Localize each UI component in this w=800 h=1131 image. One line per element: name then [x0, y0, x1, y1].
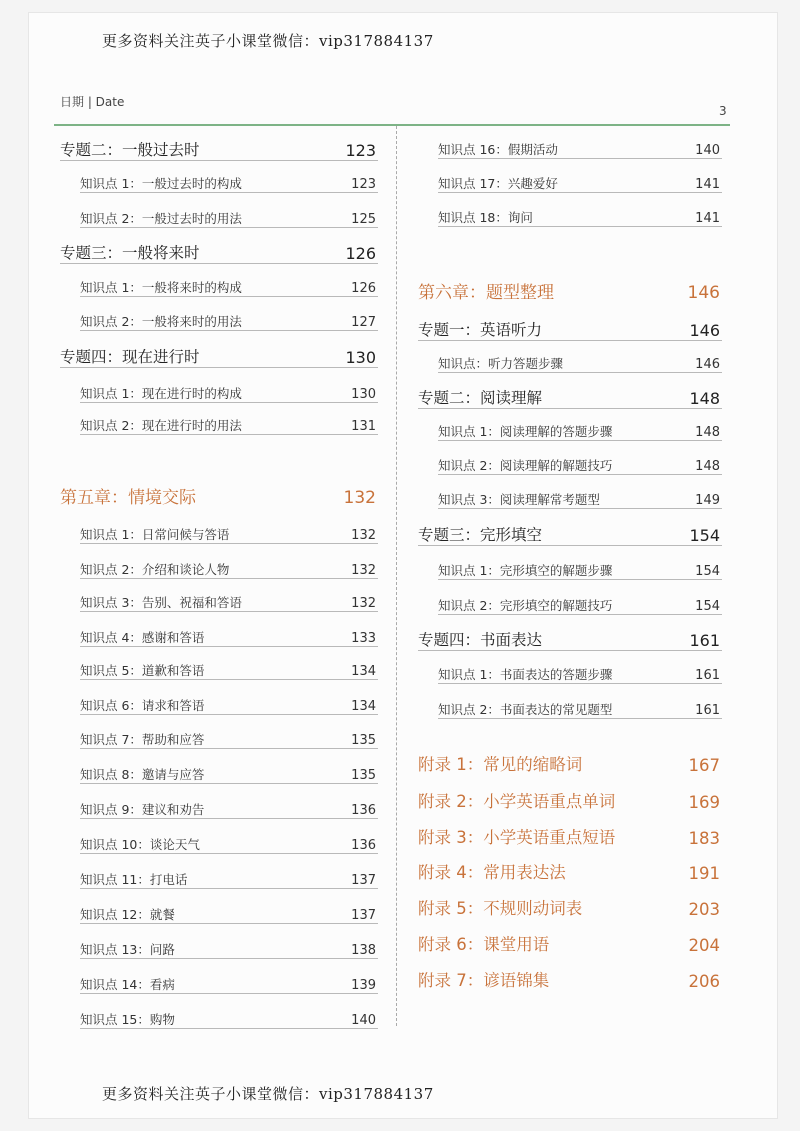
toc-entry-page: 149 [695, 493, 720, 508]
toc-entry-page: 130 [345, 348, 376, 367]
toc-point-entry [80, 380, 378, 403]
toc-entry-page: 154 [689, 526, 720, 545]
page-number: 3 [719, 104, 727, 118]
toc-entry-title: 附录 6：课堂用语 [418, 935, 550, 954]
toc-entry-title: 附录 5：不规则动词表 [418, 899, 583, 918]
toc-point-entry [80, 521, 378, 544]
toc-entry-title: 知识点 2：书面表达的常见题型 [438, 702, 613, 717]
toc-entry-title: 知识点 1：一般过去时的构成 [80, 176, 242, 191]
toc-entry-page: 132 [343, 488, 376, 508]
toc-entry-title: 专题三：完形填空 [418, 526, 543, 544]
toc-entry-title: 专题四：现在进行时 [60, 348, 200, 366]
toc-appendix-entry [418, 790, 722, 812]
toc-entry-title: 知识点 1：日常问候与答语 [80, 527, 230, 542]
toc-entry-title: 专题一：英语听力 [418, 321, 543, 339]
toc-entry-title: 知识点 16：假期活动 [438, 142, 558, 157]
toc-entry-title: 知识点 11：打电话 [80, 872, 188, 887]
toc-entry-page: 139 [351, 978, 376, 993]
toc-entry-title: 附录 7：谚语锦集 [418, 971, 550, 990]
toc-point-entry [80, 726, 378, 749]
toc-entry-page: 169 [688, 793, 720, 812]
toc-entry-title: 附录 2：小学英语重点单词 [418, 792, 616, 811]
toc-entry-title: 知识点 2：完形填空的解题技巧 [438, 598, 613, 613]
toc-appendix-entry [418, 861, 722, 883]
toc-point-entry [80, 624, 378, 647]
toc-entry-page: 140 [351, 1013, 376, 1028]
toc-point-entry [438, 696, 722, 719]
toc-entry-page: 191 [688, 864, 720, 883]
header-rule [54, 124, 730, 126]
toc-entry-page: 125 [351, 212, 376, 227]
toc-topic-entry [60, 138, 378, 161]
toc-entry-title: 知识点 1：阅读理解的答题步骤 [438, 424, 613, 439]
toc-entry-page: 135 [351, 768, 376, 783]
toc-chapter-entry [60, 486, 378, 508]
toc-entry-title: 知识点 6：请求和答语 [80, 698, 205, 713]
toc-point-entry [438, 136, 722, 159]
toc-entry-page: 203 [688, 900, 720, 919]
toc-point-entry [80, 205, 378, 228]
toc-entry-title: 知识点 1：一般将来时的构成 [80, 280, 242, 295]
toc-point-entry [80, 274, 378, 297]
toc-entry-page: 154 [695, 564, 720, 579]
toc-entry-title: 知识点 2：阅读理解的解题技巧 [438, 458, 613, 473]
toc-entry-page: 126 [345, 244, 376, 263]
toc-entry-page: 131 [351, 419, 376, 434]
toc-point-entry [80, 796, 378, 819]
toc-point-entry [438, 418, 722, 441]
toc-entry-page: 135 [351, 733, 376, 748]
toc-entry-page: 206 [688, 972, 720, 991]
toc-entry-page: 127 [351, 315, 376, 330]
toc-point-entry [80, 170, 378, 193]
toc-entry-page: 204 [688, 936, 720, 955]
toc-point-entry [80, 831, 378, 854]
toc-entry-page: 146 [695, 357, 720, 372]
toc-entry-page: 161 [695, 703, 720, 718]
toc-entry-page: 167 [688, 756, 720, 775]
watermark-bottom: 更多资料关注英子小课堂微信：vip317884137 [102, 1085, 434, 1103]
toc-point-entry [438, 557, 722, 580]
toc-entry-title: 知识点 1：现在进行时的构成 [80, 386, 242, 401]
toc-entry-page: 137 [351, 873, 376, 888]
toc-topic-entry [418, 318, 722, 341]
toc-entry-page: 137 [351, 908, 376, 923]
toc-topic-entry [418, 523, 722, 546]
toc-point-entry [80, 971, 378, 994]
toc-point-entry [80, 866, 378, 889]
toc-appendix-entry [418, 897, 722, 919]
toc-entry-page: 134 [351, 664, 376, 679]
toc-point-entry [438, 350, 722, 373]
toc-entry-title: 知识点 2：介绍和谈论人物 [80, 562, 230, 577]
toc-entry-title: 知识点 3：阅读理解常考题型 [438, 492, 600, 507]
toc-appendix-entry [418, 753, 722, 775]
toc-point-entry [80, 589, 378, 612]
toc-entry-page: 183 [688, 829, 720, 848]
toc-entry-page: 132 [351, 596, 376, 611]
toc-entry-page: 154 [695, 599, 720, 614]
toc-entry-title: 知识点 3：告别、祝福和答语 [80, 595, 242, 610]
toc-appendix-entry [418, 826, 722, 848]
toc-entry-page: 136 [351, 838, 376, 853]
toc-entry-title: 知识点 2：一般过去时的用法 [80, 211, 242, 226]
toc-entry-title: 附录 1：常见的缩略词 [418, 755, 583, 774]
toc-point-entry [80, 692, 378, 715]
toc-point-entry [80, 556, 378, 579]
toc-entry-page: 161 [695, 668, 720, 683]
toc-entry-page: 141 [695, 177, 720, 192]
toc-entry-title: 知识点 13：问路 [80, 942, 175, 957]
toc-entry-title: 知识点 5：道歉和答语 [80, 663, 205, 678]
toc-entry-title: 知识点 2：现在进行时的用法 [80, 418, 242, 433]
toc-entry-page: 140 [695, 143, 720, 158]
toc-entry-title: 附录 3：小学英语重点短语 [418, 828, 616, 847]
toc-entry-title: 专题四：书面表达 [418, 631, 543, 649]
toc-point-entry [438, 452, 722, 475]
toc-point-entry [80, 412, 378, 435]
column-divider [396, 126, 397, 1026]
toc-entry-title: 知识点 1：完形填空的解题步骤 [438, 563, 613, 578]
toc-entry-title: 知识点：听力答题步骤 [438, 356, 564, 371]
toc-entry-title: 专题二：一般过去时 [60, 141, 200, 159]
toc-entry-page: 136 [351, 803, 376, 818]
toc-entry-page: 126 [351, 281, 376, 296]
toc-entry-title: 第六章：题型整理 [418, 283, 554, 303]
toc-point-entry [80, 308, 378, 331]
toc-point-entry [438, 204, 722, 227]
toc-entry-page: 123 [345, 141, 376, 160]
toc-entry-page: 132 [351, 563, 376, 578]
toc-entry-page: 146 [689, 321, 720, 340]
toc-entry-title: 附录 4：常用表达法 [418, 863, 566, 882]
toc-point-entry [80, 1006, 378, 1029]
toc-entry-page: 132 [351, 528, 376, 543]
toc-entry-title: 第五章：情境交际 [60, 488, 196, 508]
toc-topic-entry [60, 241, 378, 264]
toc-entry-title: 知识点 9：建议和劝告 [80, 802, 205, 817]
toc-point-entry [438, 486, 722, 509]
toc-entry-title: 知识点 7：帮助和应答 [80, 732, 205, 747]
toc-entry-title: 知识点 2：一般将来时的用法 [80, 314, 242, 329]
toc-entry-page: 134 [351, 699, 376, 714]
toc-entry-page: 148 [695, 459, 720, 474]
toc-entry-page: 141 [695, 211, 720, 226]
toc-appendix-entry [418, 933, 722, 955]
toc-entry-title: 知识点 10：谈论天气 [80, 837, 200, 852]
toc-entry-title: 知识点 1：书面表达的答题步骤 [438, 667, 613, 682]
toc-entry-page: 148 [695, 425, 720, 440]
toc-entry-page: 148 [689, 389, 720, 408]
toc-point-entry [80, 936, 378, 959]
toc-entry-title: 知识点 15：购物 [80, 1012, 175, 1027]
toc-entry-title: 专题三：一般将来时 [60, 244, 200, 262]
toc-entry-title: 专题二：阅读理解 [418, 389, 543, 407]
toc-entry-page: 161 [689, 631, 720, 650]
watermark-top: 更多资料关注英子小课堂微信：vip317884137 [102, 32, 434, 50]
toc-point-entry [80, 761, 378, 784]
toc-entry-page: 123 [351, 177, 376, 192]
toc-entry-title: 知识点 4：感谢和答语 [80, 630, 205, 645]
toc-entry-page: 130 [351, 387, 376, 402]
toc-topic-entry [418, 628, 722, 651]
toc-entry-page: 138 [351, 943, 376, 958]
toc-chapter-entry [418, 281, 722, 303]
toc-topic-entry [418, 386, 722, 409]
toc-entry-page: 146 [687, 283, 720, 303]
toc-entry-title: 知识点 8：邀请与应答 [80, 767, 205, 782]
toc-point-entry [438, 661, 722, 684]
toc-appendix-entry [418, 969, 722, 991]
toc-point-entry [80, 657, 378, 680]
toc-topic-entry [60, 345, 378, 368]
toc-point-entry [438, 592, 722, 615]
toc-entry-title: 知识点 17：兴趣爱好 [438, 176, 558, 191]
toc-entry-page: 133 [351, 631, 376, 646]
toc-point-entry [80, 901, 378, 924]
toc-entry-title: 知识点 14：看病 [80, 977, 175, 992]
date-label: 日期 | Date [60, 95, 125, 109]
toc-point-entry [438, 170, 722, 193]
toc-entry-title: 知识点 12：就餐 [80, 907, 175, 922]
toc-entry-title: 知识点 18：询问 [438, 210, 533, 225]
